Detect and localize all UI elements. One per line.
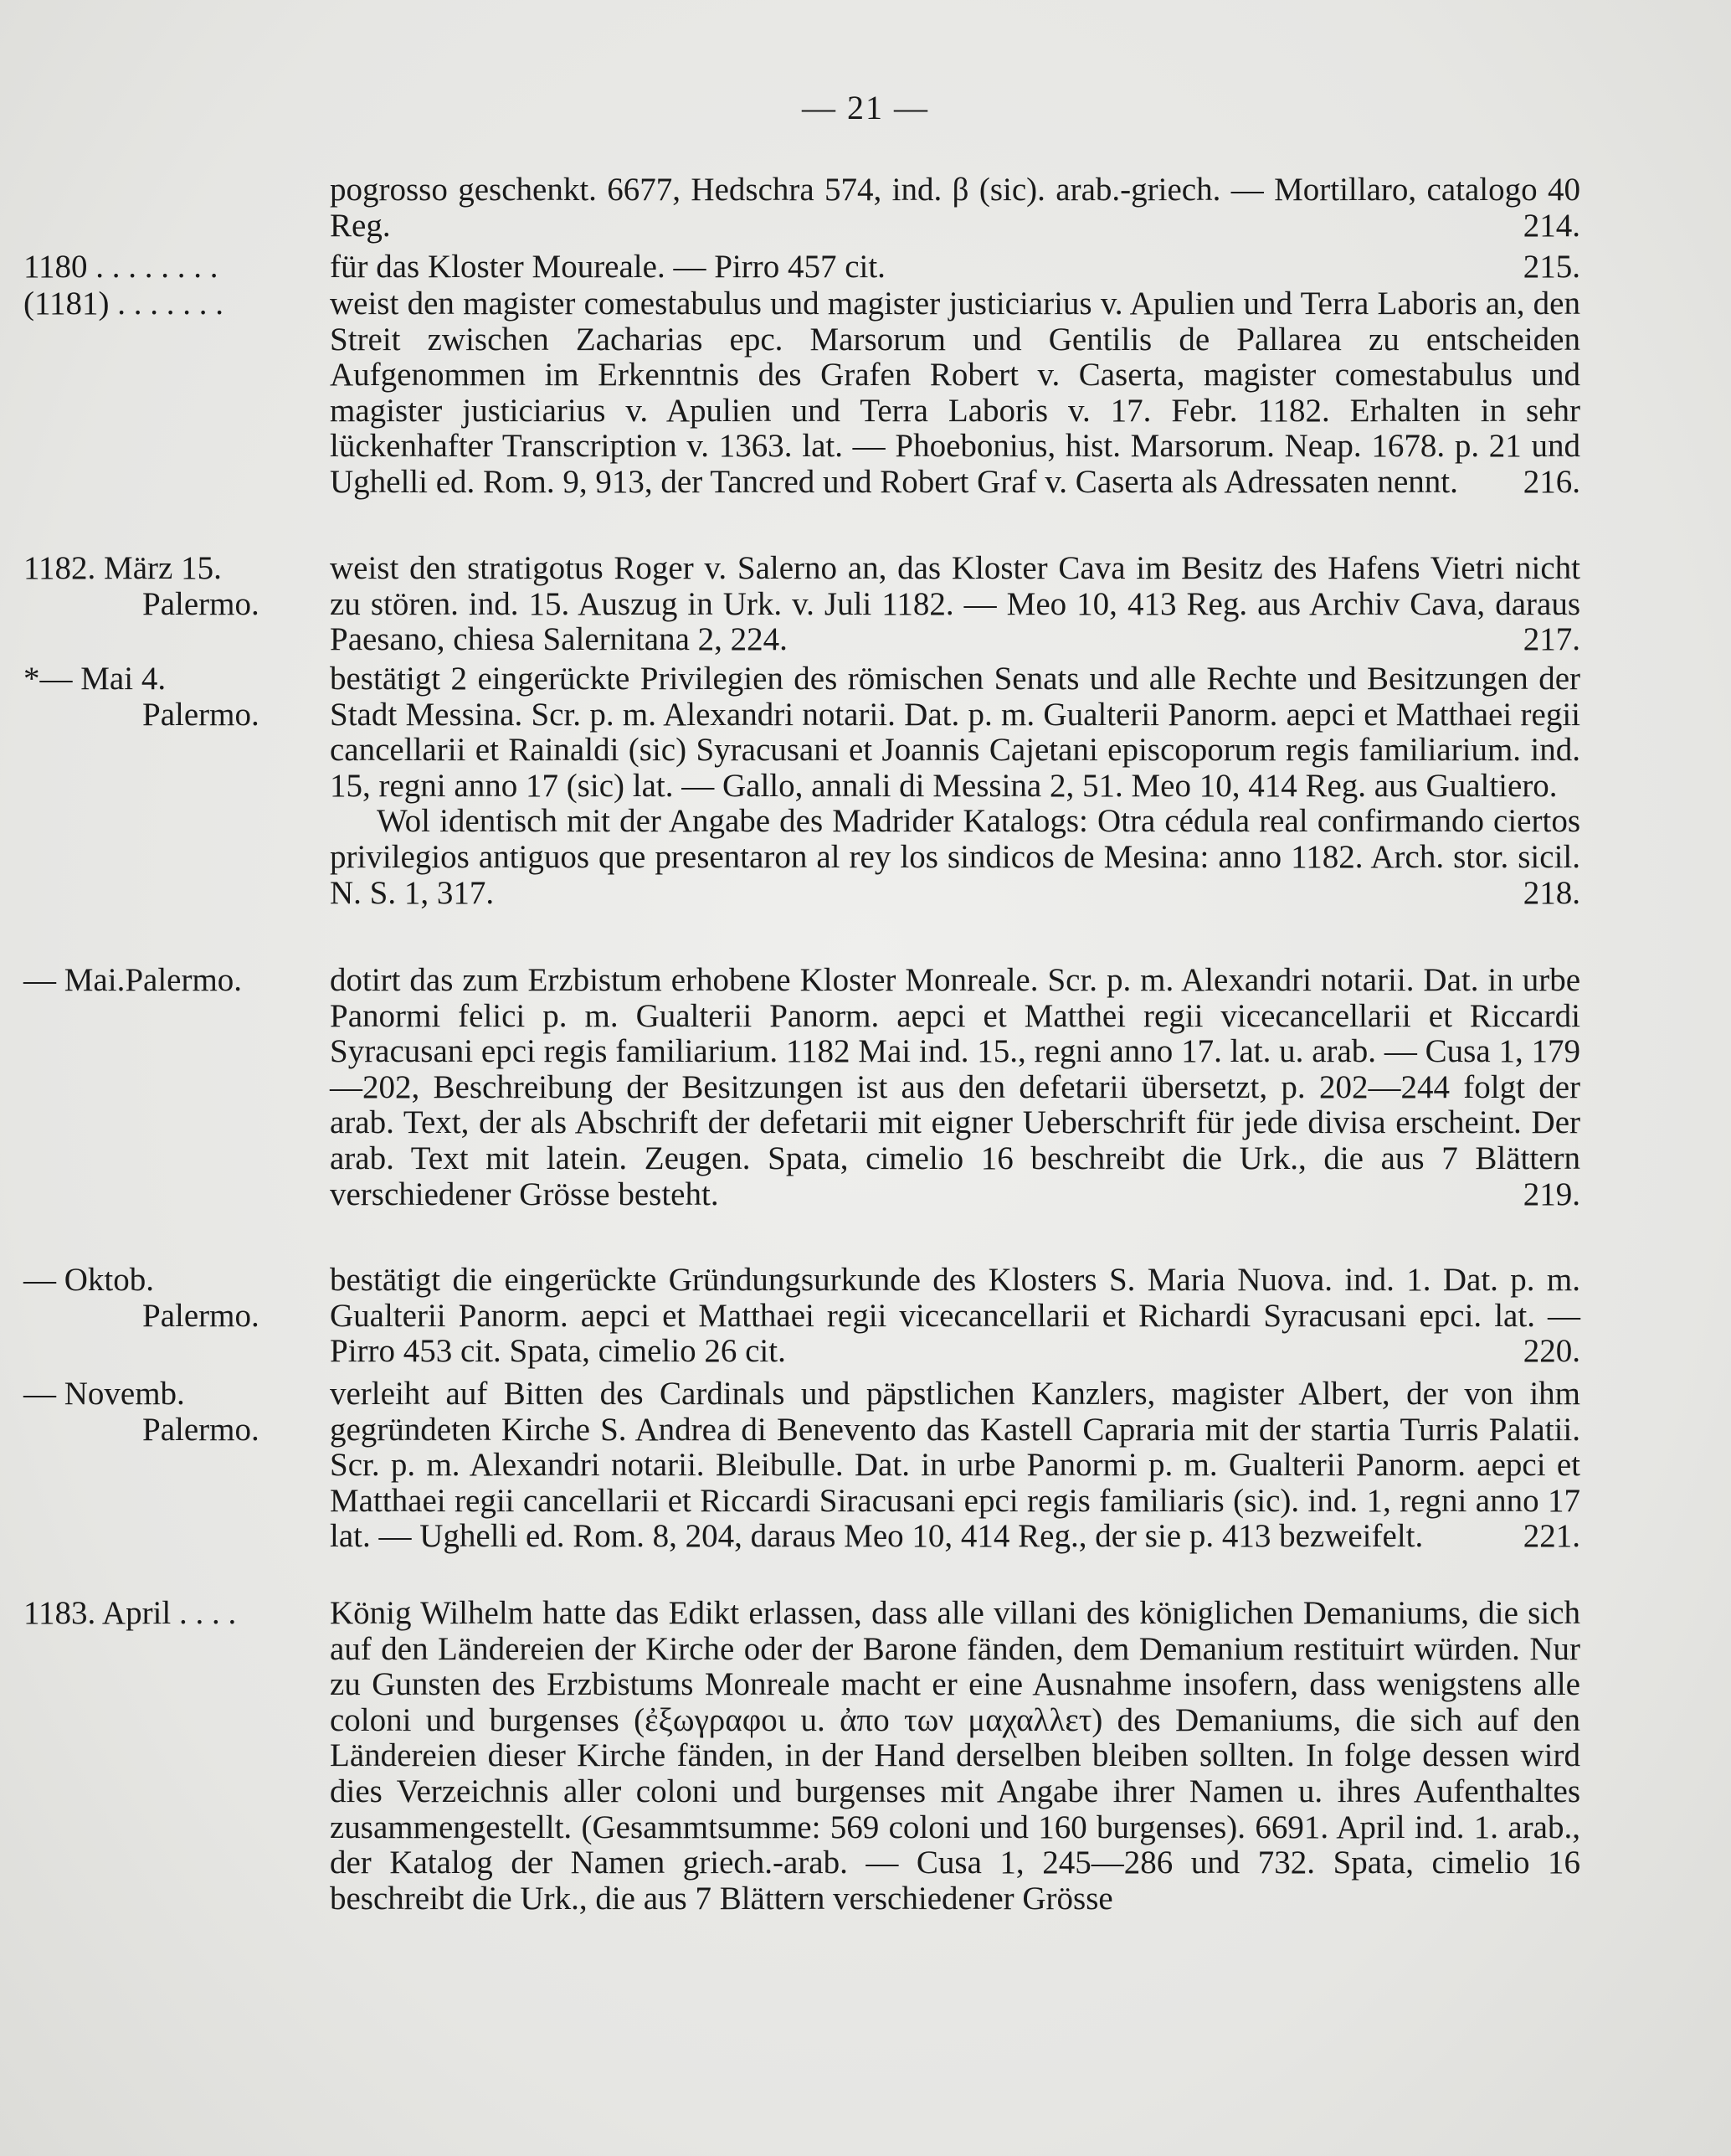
entry-date (23, 963, 316, 999)
entry-date-line: *— Mai 4. (23, 661, 167, 697)
entry-text (330, 1596, 1580, 1917)
entry-date-line: — Mai.Palermo. (23, 962, 243, 998)
entry-body: verleiht auf Bitten des Cardinals und päpstlichen Kanzlers, magister Albert, der von ihm gegründeten Kirche S. Andrea di Benevento das Kastell Capraria mit der startia Turris Palatii. Scr. p. m. Alexandri notarii. Bleibulle. Dat. in urbe Panormi p. m. Gualterii Panorm. aepci et Matthaei regii cancellarii et Riccardi Siracusani epci regis familiaris (sic). ind. 1, regni anno 17 lat. — Ughelli ed. Rom. 8, 204, daraus Meo 10, 414 Reg., der sie p. 413 bezweifelt. (330, 1376, 1580, 1555)
entry-number: 219. (1523, 1176, 1580, 1212)
entry-body: König Wilhelm hatte das Edikt erlassen, dass alle villani des königlichen Demaniums, die sich auf den Ländereien der Kirche oder der Barone fänden, dem Demanium restituirt würden. Nur zu Gunsten des Erzbistums Monreale macht er eine Ausnahme insofern, dass wenigstens alle coloni und burgenses (ἐξωγραφοι u. ἀπο των μαχαλλετ) des Demaniums, die sich auf den Ländereien dieser Kirche fänden, in der Hand derselben bleiben sollten. In folge dessen wird dies Verzeichnis aller coloni und burgenses mit Angabe ihrer Namen u. ihres Aufenthaltes zusammengestellt. (Gesammtsumme: 569 coloni und 160 burgenses). 6691. April ind. 1. arab., der Katalog der Namen griech.-arab. — Cusa 1, 245—286 und 732. Spata, cimelio 16 beschreibt die Urk., die aus 7 Blättern verschiedener Grösse (330, 1595, 1580, 1917)
entry-date (23, 661, 316, 733)
entry-place: Palermo. (142, 1411, 259, 1448)
entry-text (330, 250, 1580, 286)
entry-date (23, 551, 316, 622)
entry-note (330, 804, 1580, 911)
entry-text (330, 172, 1580, 244)
entry-date-line: 1180 . . . . . . . . (23, 249, 218, 285)
entry-date-line: (1181) . . . . . . . (23, 286, 224, 322)
entry-body: pogrosso geschenkt. 6677, Hedschra 574, ind. β (sic). arab.-griech. — Mortillaro, catalogo 40 Reg. (330, 172, 1580, 244)
entry-text (330, 551, 1580, 658)
entry-number: 218. (1523, 874, 1580, 911)
entry-number: 215. (1523, 249, 1580, 285)
entry-body: bestätigt die eingerückte Gründungsurkunde des Klosters S. Maria Nuova. ind. 1. Dat. p. m. Gualterii Panorm. aepci et Matthaei regii vicecancellarii et Richardi Syracusani epci. lat. — Pirro 453 cit. Spata, cimelio 26 cit. (330, 1262, 1580, 1370)
entry-body: bestätigt 2 eingerückte Privilegien des römischen Senats und alle Rechte und Besitzungen der Stadt Messina. Scr. p. m. Alexandri notarii. Dat. p. m. Gualterii Panorm. aepci et Matthaei regii cancellarii et Rainaldi (sic) Syracusani et Joannis Cajetani episcoporum regis familiarium. ind. 15, regni anno 17 (sic) lat. — Gallo, annali di Messina 2, 51. Meo 10, 414 Reg. aus Gualtiero. (330, 661, 1580, 804)
entry-text (330, 1263, 1580, 1370)
entry-body: dotirt das zum Erzbistum erhobene Kloster Monreale. Scr. p. m. Alexandri notarii. Dat. in urbe Panormi felici p. m. Gualterii Panorm. aepci et Matthei regii vicecancellarii et Riccardi Syracusani epci regis familiarium. 1182 Mai ind. 15., regni anno 17. lat. u. arab. — Cusa 1, 179—202, Beschreibung der Besitzungen ist aus den defetarii übersetzt, p. 202—244 folgt der arab. Text, der als Abschrift der defetarii mit eigner Ueberschrift für jede divisa erscheint. Der arab. Text mit latein. Zeugen. Spata, cimelio 16 beschreibt die Urk., die aus 7 Blättern verschiedener Grösse besteht. (330, 962, 1580, 1212)
entry-date (23, 1376, 316, 1448)
entry-note-text: Wol identisch mit der Angabe des Madrider Katalogs: Otra cédula real confirmando ciertos privilegios antiguos que presentaron al rey los sindicos de Mesina: anno 1182. Arch. stor. sicil. N. S. 1, 317. (330, 803, 1580, 911)
entry-number: 221. (1523, 1518, 1580, 1555)
entry-date-line: 1182. März 15. (23, 550, 222, 586)
entry-date-line: 1183. April . . . . (23, 1595, 237, 1631)
entry-date-line: — Oktob. (23, 1262, 154, 1298)
entry-text (330, 1376, 1580, 1555)
entry-text (330, 661, 1580, 911)
entry-date (23, 1596, 316, 1632)
entry-text (330, 286, 1580, 501)
entry-number: 217. (1523, 621, 1580, 658)
entry-body: weist den stratigotus Roger v. Salerno an, das Kloster Cava im Besitz des Hafens Vietri nicht zu stören. ind. 15. Auszug in Urk. v. Juli 1182. — Meo 10, 413 Reg. aus Archiv Cava, daraus Paesano, chiesa Salernitana 2, 224. (330, 550, 1580, 658)
page-number: — 21 — (802, 89, 929, 126)
entry-place: Palermo. (142, 1297, 259, 1334)
entry-date (23, 286, 316, 322)
entry-date (23, 250, 316, 286)
entry-number: 220. (1523, 1333, 1580, 1370)
entry-date-line: — Novemb. (23, 1376, 185, 1412)
entry-body: für das Kloster Moureale. — Pirro 457 cit. (330, 249, 886, 285)
entry-number: 216. (1523, 463, 1580, 500)
entry-date (23, 1263, 316, 1334)
entry-place: Palermo. (142, 696, 259, 733)
entry-place: Palermo. (142, 585, 259, 622)
entry-text (330, 963, 1580, 1212)
entry-number: 214. (1523, 207, 1580, 244)
entry-body: weist den magister comestabulus und magister justiciarius v. Apulien und Terra Laboris an, den Streit zwischen Zacharias epc. Marsorum und Gentilis de Pallarea zu entscheiden Aufgenommen im Erkenntnis des Grafen Robert v. Caserta, magister comestabulus und magister justiciarius v. Apulien und Terra Laboris v. 17. Febr. 1182. Erhalten in sehr lückenhafter Transcription v. 1363. lat. — Phoebonius, hist. Marsorum. Neap. 1678. p. 21 und Ughelli ed. Rom. 9, 913, der Tancred und Robert Graf v. Caserta als Adressaten nennt. (330, 286, 1580, 500)
